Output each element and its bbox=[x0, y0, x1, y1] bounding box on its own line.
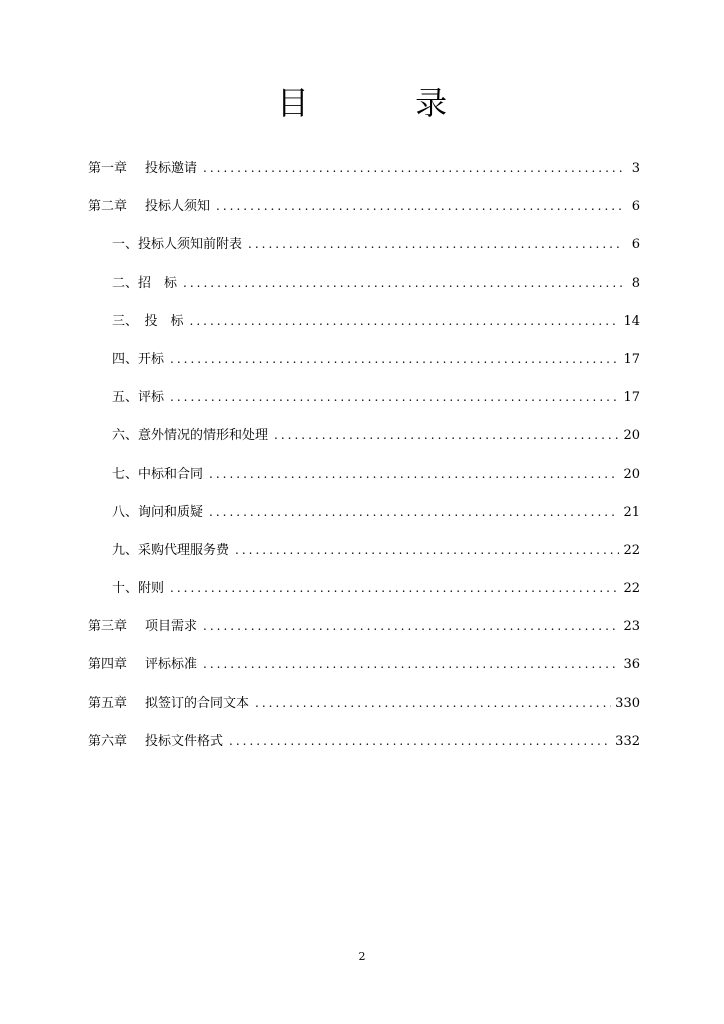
toc-page-number: 14 bbox=[623, 313, 640, 329]
toc-chapter-number: 第二章 bbox=[88, 199, 128, 215]
toc-page-number: 6 bbox=[631, 237, 640, 253]
toc-chapter-number: 第六章 bbox=[88, 733, 128, 749]
toc-chapter-entry[interactable] bbox=[88, 157, 640, 195]
toc-page-number: 23 bbox=[623, 619, 640, 635]
toc-title: 目 录 bbox=[276, 84, 496, 122]
toc-dot-leader bbox=[203, 161, 622, 175]
toc-page-number: 21 bbox=[623, 504, 640, 520]
toc-entry-label: 三、 投 标 bbox=[112, 313, 184, 329]
toc-dot-leader bbox=[209, 467, 619, 481]
toc-page-number: 17 bbox=[623, 351, 640, 367]
toc-page-number: 330 bbox=[615, 695, 640, 711]
table-of-contents bbox=[88, 157, 640, 768]
toc-page-number: 8 bbox=[631, 275, 640, 291]
toc-entry-label: 投标邀请 bbox=[145, 161, 198, 176]
toc-dot-leader bbox=[190, 314, 620, 328]
toc-chapter-number: 第一章 bbox=[88, 161, 128, 176]
toc-entry-label: 六、意外情况的情形和处理 bbox=[112, 428, 269, 444]
toc-entry-label: 十、附则 bbox=[112, 581, 165, 597]
toc-page-number: 6 bbox=[631, 199, 640, 215]
toc-page-number: 332 bbox=[615, 733, 640, 749]
toc-page-number: 20 bbox=[623, 428, 640, 444]
toc-entry-label: 拟签订的合同文本 bbox=[145, 695, 250, 711]
toc-entry-label: 五、评标 bbox=[112, 390, 165, 406]
toc-dot-leader bbox=[203, 619, 619, 633]
toc-dot-leader bbox=[170, 352, 619, 366]
toc-dot-leader bbox=[229, 734, 611, 748]
toc-section-entry[interactable] bbox=[88, 386, 640, 424]
toc-entry-label: 四、开标 bbox=[112, 351, 165, 367]
toc-dot-leader bbox=[170, 581, 619, 595]
toc-entry-label: 七、中标和合同 bbox=[112, 466, 204, 482]
toc-dot-leader bbox=[274, 428, 619, 442]
toc-entry-label: 项目需求 bbox=[145, 619, 198, 635]
toc-entry-label: 八、询问和质疑 bbox=[112, 504, 204, 520]
toc-chapter-number: 第四章 bbox=[88, 657, 128, 673]
toc-chapter-entry[interactable] bbox=[88, 692, 640, 730]
toc-dot-leader bbox=[183, 276, 622, 290]
toc-dot-leader bbox=[203, 657, 619, 671]
toc-dot-leader bbox=[248, 237, 622, 251]
toc-page-number: 3 bbox=[631, 161, 640, 176]
page-number: 2 bbox=[358, 950, 366, 963]
toc-chapter-entry[interactable] bbox=[88, 730, 640, 768]
toc-section-entry[interactable] bbox=[88, 424, 640, 462]
toc-dot-leader bbox=[255, 696, 611, 710]
toc-chapter-entry[interactable] bbox=[88, 195, 640, 233]
toc-page-number: 36 bbox=[623, 657, 640, 673]
toc-chapter-entry[interactable] bbox=[88, 615, 640, 653]
toc-chapter-entry[interactable] bbox=[88, 653, 640, 691]
toc-section-entry[interactable] bbox=[88, 310, 640, 348]
toc-section-entry[interactable] bbox=[88, 539, 640, 577]
toc-entry-label: 投标人须知 bbox=[145, 199, 211, 215]
toc-section-entry[interactable] bbox=[88, 501, 640, 539]
toc-entry-label: 二、招 标 bbox=[112, 275, 178, 291]
toc-page-number: 17 bbox=[623, 390, 640, 406]
toc-dot-leader bbox=[216, 199, 622, 213]
toc-section-entry[interactable] bbox=[88, 577, 640, 615]
toc-page-number: 20 bbox=[623, 466, 640, 482]
toc-section-entry[interactable] bbox=[88, 233, 640, 271]
toc-entry-label: 一、投标人须知前附表 bbox=[112, 237, 243, 253]
toc-page-number: 22 bbox=[623, 542, 640, 558]
toc-section-entry[interactable] bbox=[88, 463, 640, 501]
toc-entry-label: 九、采购代理服务费 bbox=[112, 542, 230, 558]
toc-dot-leader bbox=[235, 543, 619, 557]
toc-section-entry[interactable] bbox=[88, 348, 640, 386]
toc-section-entry[interactable] bbox=[88, 272, 640, 310]
toc-page-number: 22 bbox=[623, 581, 640, 597]
toc-chapter-number: 第三章 bbox=[88, 619, 128, 635]
toc-dot-leader bbox=[209, 505, 619, 519]
toc-entry-label: 投标文件格式 bbox=[145, 733, 224, 749]
toc-entry-label: 评标标准 bbox=[145, 657, 198, 673]
toc-chapter-number: 第五章 bbox=[88, 695, 128, 711]
toc-dot-leader bbox=[170, 390, 619, 404]
